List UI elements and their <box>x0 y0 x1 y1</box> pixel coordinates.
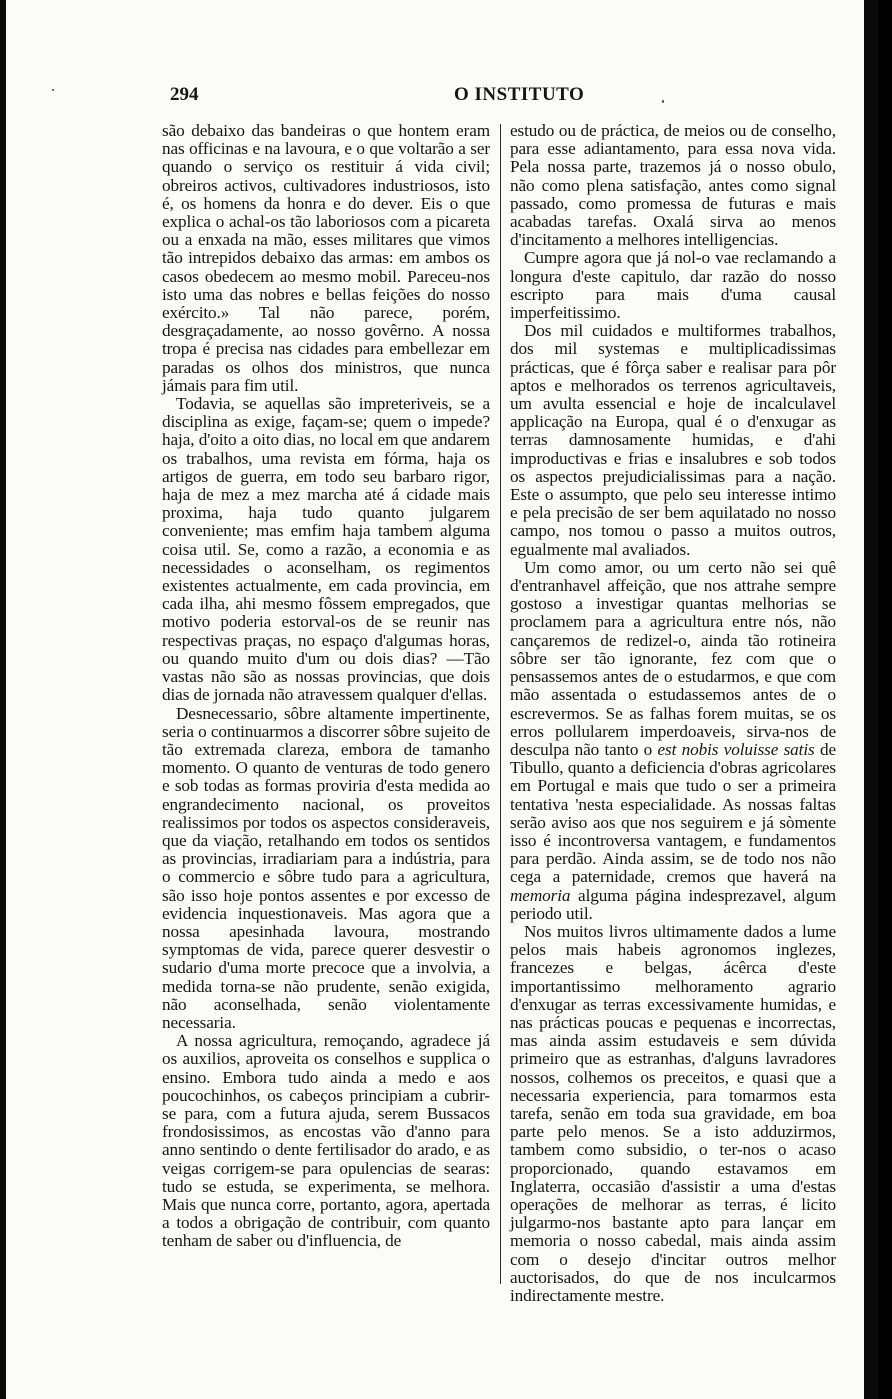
paragraph: A nossa agricultura, remoçando, agradece já os auxilios, aproveita os conselhos e supplica o ensino. Embora tudo ainda a medo e aos poucochinhos, os cabeços principiam a cubrir-se para, com a futura ajuda, serem Bussacos frondosissimos, as encostas vão d'anno para anno sentindo o dente fertilisador do arado, e as veigas corrigem-se para opulencias de searas: tudo se estuda, se experimenta, se melhora. Mais que nunca corre, portanto, agora, apertada a todos a obrigação de contribuir, com quanto tenham de saber ou d'influencia, de <box>162 1031 490 1251</box>
paragraph: Dos mil cuidados e multiformes trabalhos, dos mil systemas e multiplicadissimas prácticas, que é fôrça saber e realisar para pôr aptos e melhorados os terrenos agricultaveis, um avulta essencial e hoje de incalculavel applicação na Europa, qual é o d'enxugar as terras damnosamente humidas, e d'ahi improductivas e frias e insalubres e sob todos os aspectos prejudicialissimas para a nação. Este o assumpto, que pelo seu interesse intimo e pela precisão de ser bem aquilatado no nosso campo, nos tomou o passo a muitos outros, egualmente mal avaliados. <box>510 321 836 559</box>
right-column <box>510 122 836 1305</box>
scan-edge-right <box>864 0 878 1399</box>
page-number: 294 <box>170 84 199 105</box>
paragraph: são debaixo das bandeiras o que hontem eram nas officinas e na lavoura, e o que voltarão a ser quando o serviço os restituir á vida civil; obreiros activos, cultivadores industriosos, isto é, os homens da honra e do dever. Eis o que explica o achal-os tão laboriosos com a picareta ou a enxada na mão, esses militares que vimos tão intrepidos debaixo das armas: em ambos os casos obedecem ao mesmo mobil. Pareceu-nos isto uma das nobres e bellas feições do nosso exército.» Tal não parece, porém, desgraçadamente, ao nosso govêrno. A nossa tropa é precisa nas cidades para embellezar em paradas os olhos dos ministros, que nunca jámais para fim util. <box>162 121 490 395</box>
paragraph-text: de Tibullo, quanto a deficiencia d'obras agricolares em Portugal e mais que tudo o ser a primeira tentativa 'nesta especialidade. As nossas faltas serão aviso aos que nos seguirem e já sòmente isso é incontroversa vantagem, e fundamentos para perdão. Ainda assim, se de todo nos não cega a paternidade, cremos que haverá na <box>510 739 836 887</box>
page-header <box>170 84 740 110</box>
paragraph-text: alguma página indesprezavel, algum periodo util. <box>510 885 836 923</box>
running-title: O INSTITUTO <box>454 84 585 105</box>
paragraph: Cumpre agora que já nol-o vae reclamando a longura d'este capitulo, dar razão do nosso escripto para mais d'uma causal imperfeitissimo. <box>510 248 836 323</box>
ink-speck <box>662 100 664 103</box>
paragraph: Desnecessario, sôbre altamente impertinente, seria o continuarmos a discorrer sôbre sujeito de tão extremada clareza, embora de tamanho momento. O quanto de venturas de todo genero e sob todas as formas proviria d'esta medida ao engrandecimento nacional, os proveitos realissimos por todos os aspectos consideraveis, que da viação, retalhando em todos os sentidos as provincias, irradiariam para a indústria, para o commercio e sôbre tudo para a agricultura, são isso hoje pontos assentes e por excesso de evidencia inquestionaveis. Mas agora que a nossa apesinhada lavoura, mostrando symptomas de vida, parece querer desvestir o sudario d'uma morte precoce que a involvia, a medida torna-se não prudente, senão exigida, não aconselhada, senão violentamente necessaria. <box>162 703 490 1032</box>
paragraph: estudo ou de práctica, de meios ou de conselho, para esse adiantamento, para essa nova vida. Pela nossa parte, trazemos já o nosso obulo, não como plena satisfação, antes como signal passado, como promessa de futuras e mais acabadas tarefas. Oxalá sirva ao menos d'incitamento a melhores intelligencias. <box>510 121 836 250</box>
paragraph-with-quote <box>510 559 836 923</box>
ink-speck <box>52 89 54 91</box>
latin-quotation: est nobis voluisse satis <box>657 739 815 759</box>
paragraph: Nos muitos livros ultimamente dados a lume pelos mais habeis agronomos inglezes, francezes e belgas, ácêrca d'este importantissimo melhoramento agrario d'enxugar as terras excessivamente humidas, e nas prácticas poucas e pequenas e incorrectas, mas ainda assim estudaveis e sem dúvida primeiro que as estranhas, d'alguns lavradores nossos, colhemos os preceitos, e quasi que a necessaria experiencia, para tomarmos esta tarefa, senão em toda sua gravidade, em boa parte pelo menos. Se a isto adduzirmos, tambem como subsidio, o ter-nos o acaso proporcionado, quando estavamos em Inglaterra, occasião d'assistir a uma d'estas operações de melhorar as terras, é licito julgarmo-nos bastante apto para lançar em memoria o nosso cabedal, mais ainda assim com o desejo d'incitar outros melhor auctorisados, do que de nos inculcarmos indirectamente mestre. <box>510 921 836 1305</box>
italic-word: memoria <box>510 885 571 905</box>
column-divider <box>500 124 501 1284</box>
paragraph-text: Um como amor, ou um certo não sei quê d'entranhavel affeição, que nos attrahe sempre gostoso a investigar quantas melhorias se proclamem para a agricultura entre nós, não cançaremos de redizel-o, ainda tão rotineira sôbre ser tão ignorante, fez com que o pensassemos antes de o estudarmos, e que com mão assentada o estudassemos antes de o escrevermos. Se as falhas forem muitas, se os erros pollularem imperdoaveis, sirva-nos de desculpa não tanto o <box>510 557 836 759</box>
paragraph: Todavia, se aquellas são impreteriveis, se a disciplina as exige, façam-se; quem o impede? haja, d'oito a oito dias, no local em que andarem os trabalhos, uma revista em fórma, haja os artigos de guerra, em todo seu barbaro rigor, haja de mez a mez marcha até á cidade mais proxima, haja tudo quanto julgarem conveniente; mas emfim haja tambem alguma coisa util. Se, como a razão, a economia e as necessidades o aconselham, os regimentos existentes actualmente, em cada provincia, em cada ilha, ahi mesmo fôssem empregados, que motivo poderia estorval-os de se reunir nas respectivas praças, no espaço d'algumas horas, ou quando muito d'um ou dois dias? —Tão vastas não são as nossas provincias, que dois dias de jornada não atravessem qualquer d'ellas. <box>162 394 490 705</box>
left-column <box>162 122 490 1251</box>
